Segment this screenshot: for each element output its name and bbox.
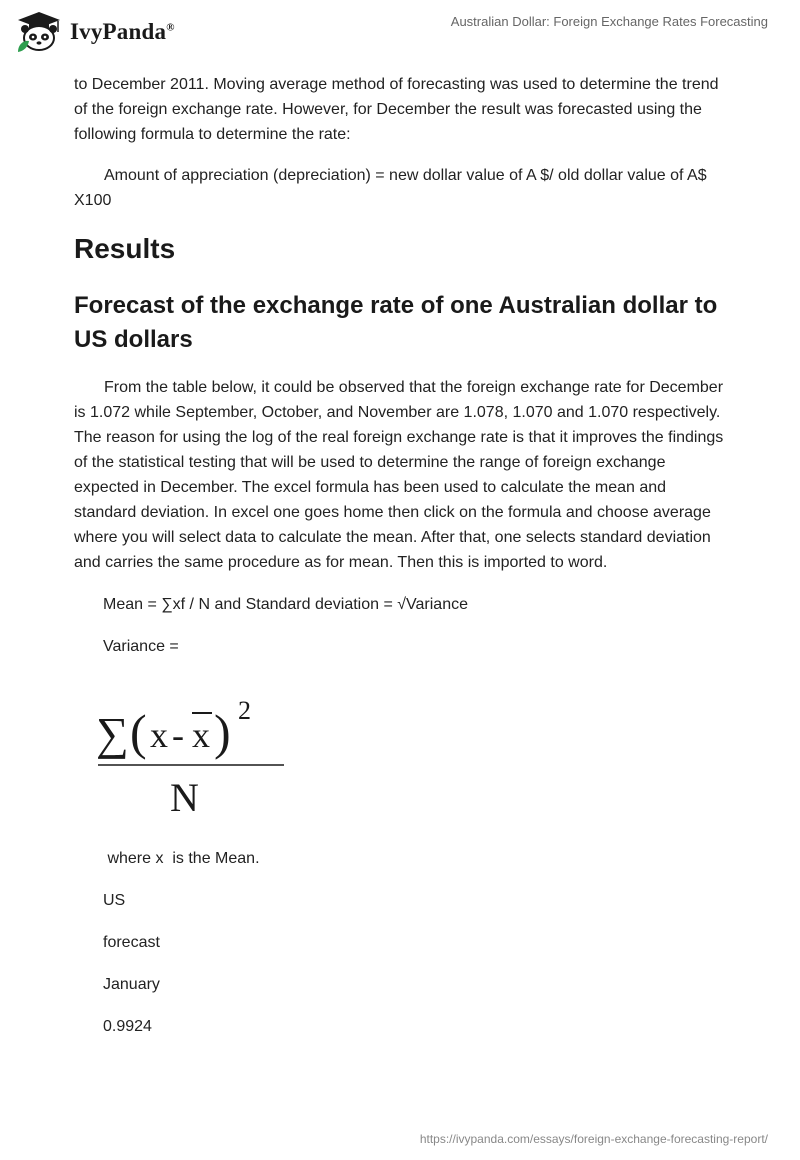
paragraph-forecast-explanation: From the table below, it could be observed that the foreign exchange rate for December is 1.072 while September, October, and November are 1.078, 1.070 and 1.070 respectively. The reason for using the log of the real foreign exchange rate is that it improves the findings of the statistical testing that will be used to determine the range of foreign exchange expected in December. The excel formula has been used to calculate the mean and standard deviation. In excel one goes home then click on the formula and choose average where you will select data to calculate the mean. After that, one selects standard deviation and carries the same procedure as for mean. Then this is imported to word.: [74, 379, 724, 571]
formula-xbar: x: [192, 715, 210, 755]
table-cell-value: 0.9924: [103, 1018, 152, 1035]
formula-sigma: ∑: [96, 708, 129, 759]
essay-content: [74, 72, 724, 1039]
document-title: Australian Dollar: Foreign Exchange Rates Forecasting: [450, 14, 768, 29]
formula-minus: -: [172, 715, 184, 755]
footer-url-link[interactable]: https://ivypanda.com/essays/foreign-exchange-forecasting-report/: [419, 1132, 768, 1146]
where-line: where x is the Mean.: [103, 850, 260, 867]
variance-label: Variance =: [103, 638, 179, 655]
mean-formula-line: Mean = ∑xf / N and Standard deviation = √Variance: [103, 596, 468, 613]
paragraph-intro: to December 2011. Moving average method of forecasting was used to determine the trend of the foreign exchange rate. However, for December the result was forecasted using the following formula to determine the rate:: [74, 76, 719, 143]
table-cell-january: January: [103, 976, 160, 993]
formula-x: x: [150, 715, 168, 755]
heading-results: Results: [74, 233, 176, 264]
table-cell-us: US: [103, 892, 126, 909]
logo-text: IvyPanda®: [70, 19, 175, 44]
formula-open-paren: (: [130, 704, 147, 760]
heading-forecast: Forecast of the exchange rate of one Australian dollar to US dollars: [74, 292, 718, 353]
formula-denominator: N: [170, 775, 199, 820]
table-cell-forecast: forecast: [103, 934, 160, 951]
formula-exponent: 2: [238, 696, 251, 725]
paragraph-formula-description: Amount of appreciation (depreciation) = new dollar value of A $/ old dollar value of A$ X100: [74, 167, 707, 209]
formula-close-paren: ): [214, 704, 231, 760]
panda-logo-icon: [14, 10, 64, 54]
logo[interactable]: [14, 10, 175, 54]
variance-formula-image: [88, 679, 288, 829]
